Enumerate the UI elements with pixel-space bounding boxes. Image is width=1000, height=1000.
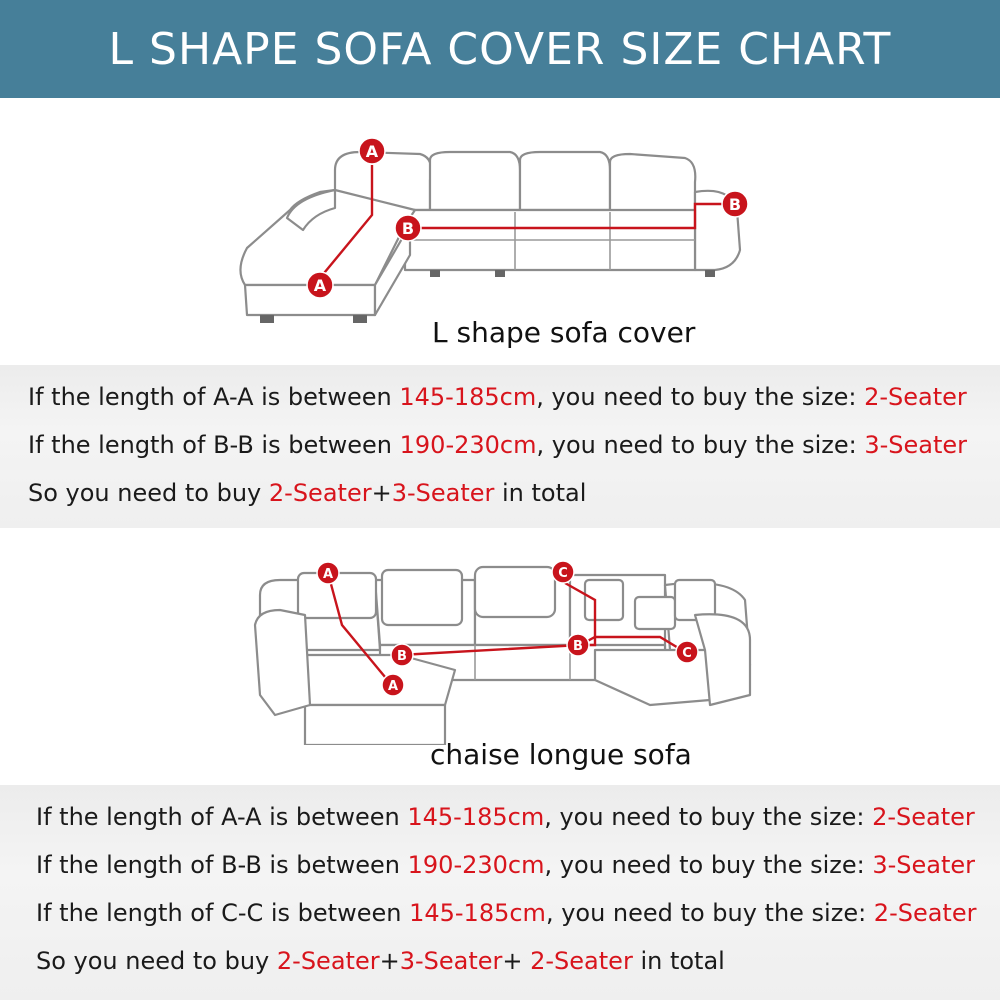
- line-text: in total: [632, 947, 725, 975]
- section2-line-cc: [36, 899, 976, 927]
- line-text: So you need to buy: [28, 479, 269, 507]
- range-value: 190-230cm: [407, 851, 545, 879]
- svg-text:C: C: [558, 566, 568, 581]
- chaise-longue-sofa-illustration: [250, 555, 770, 745]
- size-value: 2-Seater: [873, 899, 977, 927]
- line-text: , you need to buy the size:: [544, 851, 873, 879]
- svg-text:A: A: [365, 142, 379, 161]
- size-value: 2-Seater: [530, 947, 633, 975]
- title-banner: [0, 0, 1000, 98]
- svg-text:B: B: [401, 219, 415, 238]
- size-value: 3-Seater: [391, 479, 495, 507]
- line-text: If the length of B-B is between: [36, 851, 408, 879]
- plus-sign: +: [371, 479, 392, 507]
- badge-b-left: [395, 215, 421, 241]
- size-value: 3-Seater: [872, 851, 976, 879]
- size-value: 2-Seater: [872, 803, 975, 831]
- line-text: If the length of B-B is between: [28, 431, 400, 459]
- line-text: , you need to buy the size:: [544, 803, 873, 831]
- range-value: 145-185cm: [399, 383, 537, 411]
- badge-c-bottom: [676, 641, 698, 663]
- l-shape-caption: L shape sofa cover: [432, 316, 696, 349]
- line-text: in total: [494, 479, 587, 507]
- svg-text:A: A: [313, 276, 327, 295]
- plus-sign: +: [502, 947, 531, 975]
- line-text: So you need to buy: [36, 947, 277, 975]
- badge-a-bottom: [382, 674, 404, 696]
- line-text: , you need to buy the size:: [545, 899, 874, 927]
- badge-a-top: [359, 138, 385, 164]
- svg-text:B: B: [573, 639, 583, 654]
- badge-a-bottom: [307, 272, 333, 298]
- section2-total: [36, 947, 725, 975]
- range-value: 145-185cm: [407, 803, 545, 831]
- section2-info-band: [0, 785, 1000, 1000]
- badge-b-right: [567, 634, 589, 656]
- section1-total: [28, 479, 586, 507]
- line-text: If the length of C-C is between: [36, 899, 410, 927]
- section1-line-aa: [28, 383, 967, 411]
- range-value: 190-230cm: [399, 431, 537, 459]
- l-shape-sofa-illustration: [225, 130, 765, 330]
- svg-text:B: B: [397, 649, 407, 664]
- svg-text:A: A: [322, 567, 334, 582]
- range-value: 145-185cm: [409, 899, 546, 927]
- line-text: If the length of A-A is between: [28, 383, 400, 411]
- section1-line-bb: [28, 431, 967, 459]
- size-value: 2-Seater: [864, 383, 967, 411]
- plus-sign: +: [379, 947, 400, 975]
- badge-b-left: [391, 644, 413, 666]
- svg-text:A: A: [387, 679, 399, 694]
- line-text: If the length of A-A is between: [36, 803, 408, 831]
- size-value: 2-Seater: [268, 479, 372, 507]
- badge-b-right: [722, 191, 748, 217]
- size-value: 2-Seater: [276, 947, 380, 975]
- size-value: 3-Seater: [864, 431, 968, 459]
- badge-a-top: [317, 562, 339, 584]
- badge-c-top: [552, 561, 574, 583]
- section2-line-bb: [36, 851, 975, 879]
- chaise-longue-caption: chaise longue sofa: [430, 738, 692, 771]
- size-value: 3-Seater: [399, 947, 503, 975]
- line-text: , you need to buy the size:: [536, 431, 865, 459]
- line-text: , you need to buy the size:: [536, 383, 865, 411]
- section1-info-band: [0, 365, 1000, 528]
- section2-line-aa: [36, 803, 975, 831]
- svg-text:C: C: [682, 646, 692, 661]
- page-title: L SHAPE SOFA COVER SIZE CHART: [108, 23, 892, 75]
- svg-text:B: B: [728, 195, 742, 214]
